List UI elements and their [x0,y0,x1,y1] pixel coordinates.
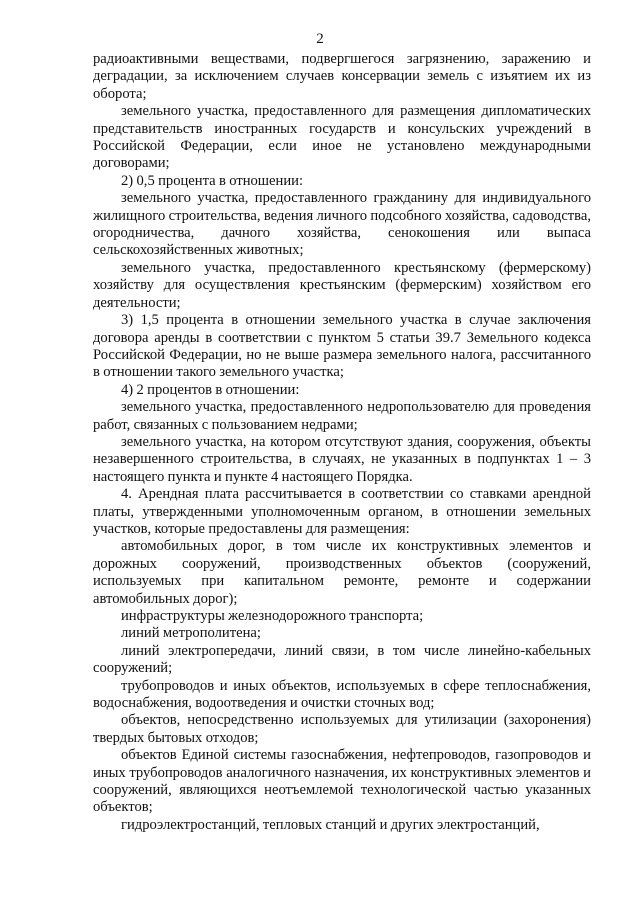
document-body [93,51,591,834]
paragraph-9: земельного участка, на котором отсутствуют здания, сооружения, объекты незавершенного строительства, в случаях, не указанных в подпунктах 1 – 3 настоящего пункта и пункте 4 настоящего Порядка. [93,433,591,485]
paragraph-16: объектов, непосредственно используемых для утилизации (захоронения) твердых бытовых отходов; [93,712,591,746]
paragraph-3: 2) 0,5 процента в отношении: [121,172,304,189]
paragraph-2: земельного участка, предоставленного для размещения дипломатических представительств иностранных государств и консульских учреждений в Российской Федерации, если иное не установлено международными договорами; [93,103,591,172]
page-number: 2 [316,31,324,47]
paragraph-13: линий метрополитена; [121,625,261,642]
paragraph-6: 3) 1,5 процента в отношении земельного участка в случае заключения договора аренды в соответствии с пунктом 5 статьи 39.7 Земельного кодекса Российской Федерации, но не выше размера земельного налога, рассчитанного в отношении такого земельного участка; [93,312,591,381]
paragraph-8: земельного участка, предоставленного недропользователю для проведения работ, связанных с пользованием недрами; [93,399,591,433]
paragraph-10: 4. Арендная плата рассчитывается в соответствии со ставками арендной платы, утвержденными уполномоченным органом, в отношении земельных участков, которые предоставлены для размещения: [93,486,591,537]
paragraph-15: трубопроводов и иных объектов, используемых в сфере теплоснабжения, водоснабжения, водоотведения и очистки сточных вод; [93,677,591,712]
paragraph-14: линий электропередачи, линий связи, в том числе линейно-кабельных сооружений; [93,642,591,677]
paragraph-4: земельного участка, предоставленного гражданину для индивидуального жилищного строительства, ведения личного подсобного хозяйства, садоводства, огородничества, дачного хозяйства, сенокошения или выпаса сельскохозяйственных животных; [93,190,591,259]
paragraph-18: гидроэлектростанций, тепловых станций и других электростанций, [121,816,540,833]
paragraph-7: 4) 2 процентов в отношении: [121,381,300,398]
paragraph-12: инфраструктуры железнодорожного транспорта; [121,608,424,624]
paragraph-5: земельного участка, предоставленного крестьянскому (фермерскому) хозяйству для осуществления крестьянским (фермерским) хозяйством его деятельности; [93,259,591,311]
paragraph-1: радиоактивными веществами, подвергшегося загрязнению, заражению и деградации, за исключением случаев консервации земель с изъятием их из оборота; [93,51,591,102]
paragraph-11: автомобильных дорог, в том числе их конструктивных элементов и дорожных сооружений, производственных объектов (сооружений, используемых при капитальном ремонте, ремонте и содержании автомобильных дорог); [93,538,591,607]
paragraph-17: объектов Единой системы газоснабжения, нефтепроводов, газопроводов и иных трубопроводов аналогичного назначения, их конструктивных элементов и сооружений, являющихся неотъемлемой технологической частью указанных объектов; [93,747,591,816]
